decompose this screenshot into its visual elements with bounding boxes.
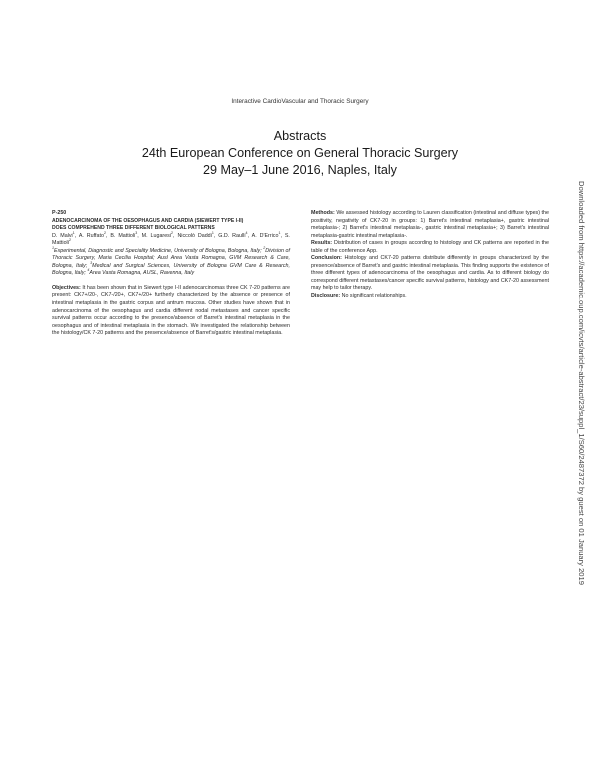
conclusion-label: Conclusion:: [311, 255, 342, 262]
methods-paragraph: [311, 210, 549, 240]
objectives-paragraph: [52, 285, 290, 338]
author-8-aff: 2: [68, 238, 71, 243]
results-paragraph: [311, 240, 549, 255]
author-1: D. Malvi: [52, 232, 73, 239]
affiliation-4: Area Vasta Romagna, AUSL, Ravenna, Italy: [89, 270, 195, 277]
running-header: Interactive CardioVascular and Thoracic Surgery: [231, 98, 369, 105]
author-3-aff: 3: [135, 230, 138, 235]
header-abstracts: Abstracts: [273, 129, 327, 143]
author-8: S. Mattioli: [52, 232, 290, 247]
right-column: [311, 210, 549, 301]
affiliation-1: Experimental, Diagnostic and Speciality Medicine, University of Bologna, Bologna, Italy;: [54, 247, 262, 254]
affiliation-4-num: 4: [87, 268, 90, 273]
author-2-aff: 2: [103, 230, 106, 235]
author-list: D. Malvi$^1$, A. Ruffato$^2$, B. Mattioli$^3$, M. Lugaresi$^2$, Niccolò Daddi$^1$, G.D. Raulli$^4$, A. D'Errico$^1$, S. Mattioli$^2$: [52, 230, 290, 247]
author-5: Niccolò Daddi: [177, 232, 212, 239]
author-7-aff: 1: [278, 230, 281, 235]
methods-text: We assessed histology according to Lauren classification (intestinal and diffuse types) the positivity, negativity of CK7-20 in groups: 1) Barret's intestinal metaplasia+, gastric intestinal metaplasia-; 2) Barret's intestinal metaplasia-, gastric intestinal metaplasia+; 3) Barret's intestinal metaplasia-gastric intestinal metaplasia-.: [311, 210, 549, 239]
affiliation-3-num: 3: [90, 261, 93, 266]
objectives-text: It has been shown that in Siewert type I-II adenocarcinomas three CK 7-20 patterns are present: CK7+/20-, CK7-/20+, CK7+/20+ furtherly characterized by the absence or presence of intestinal metaplasia in the gastric corpus and antrum mucosa. Other studies have shown that in adenocarcinoma of the oesophagus and cardia different nodal metastases and cancer specific survival patterns occur according to the presence/absence of Barret's intestinal metaplasia in the oesophagus and of intestinal metaplasia in the stomach. We investigated the relationship between the histology/CK 7-20 patterns and the presence/absence of Barret's/gastric intestinal metaplasia.: [52, 284, 290, 337]
affiliations: [52, 245, 290, 278]
abstract-title-line2: DOES COMPREHEND THREE DIFFERENT BIOLOGICAL PATTERNS: [52, 225, 215, 232]
abstract-title-line1: ADENOCARCINOMA OF THE OESOPHAGUS AND CARDIA (SIEWERT TYPE I-II): [52, 217, 244, 224]
affiliation-2: Division of Thoracic Surgery, Maria Cecilia Hospital; Ausl Area Vasta Romagna, GVM Research & Care, Bologna, Italy;: [52, 247, 290, 269]
author-1-aff: 1: [72, 230, 75, 235]
header-dates: 29 May–1 June 2016, Naples, Italy: [203, 163, 397, 177]
affiliation-1-num: 1: [52, 245, 54, 250]
author-7: A. D'Errico: [251, 232, 279, 239]
download-watermark: Downloaded from https://academic.oup.com/icvts/article-abstract/23/suppl_1/S60/2487372 by guest on 01 January 2019: [577, 181, 586, 585]
abstract-id: P-250: [52, 210, 67, 216]
conclusion-text: Histology and CK7-20 patterns distribute differently in groups characterized by the presence/absence of Barret's and gastric intestinal metaplasia. This finding supports the existence of three different types of adenocarcinoma of the oesophagus and cardia. As to different biology do correspond different metastases/cancer specific survival patterns, histology and CK7-20 assessment may help to tailor therapy.: [311, 255, 549, 292]
author-4-aff: 2: [171, 230, 174, 235]
header-conference: 24th European Conference on General Thoracic Surgery: [141, 146, 459, 160]
results-text: Distribution of cases in groups according to histology and CK patterns are reported in the table of the conference App.: [311, 240, 549, 254]
disclosure-text: No significant relationships.: [341, 293, 407, 300]
author-6-aff: 4: [245, 230, 248, 235]
affiliation-2-num: 2: [263, 245, 266, 250]
results-label: Results:: [311, 240, 333, 247]
conclusion-paragraph: [311, 255, 549, 293]
methods-label: Methods:: [311, 210, 335, 216]
left-column: [52, 210, 290, 338]
author-2: A. Ruffato: [78, 232, 104, 239]
disclosure-paragraph: [311, 293, 549, 301]
author-4: M. Lugaresi: [141, 232, 172, 239]
disclosure-label: Disclosure:: [311, 293, 341, 300]
author-5-aff: 1: [211, 230, 214, 235]
affiliation-3: Medical and Surgical Sciences, University of Bologna GVM Care & Research, Bologna, Italy;: [52, 262, 290, 277]
author-3: B. Mattioli: [110, 232, 136, 239]
objectives-label: Objectives:: [52, 284, 81, 291]
author-6: G.D. Raulli: [218, 232, 246, 239]
